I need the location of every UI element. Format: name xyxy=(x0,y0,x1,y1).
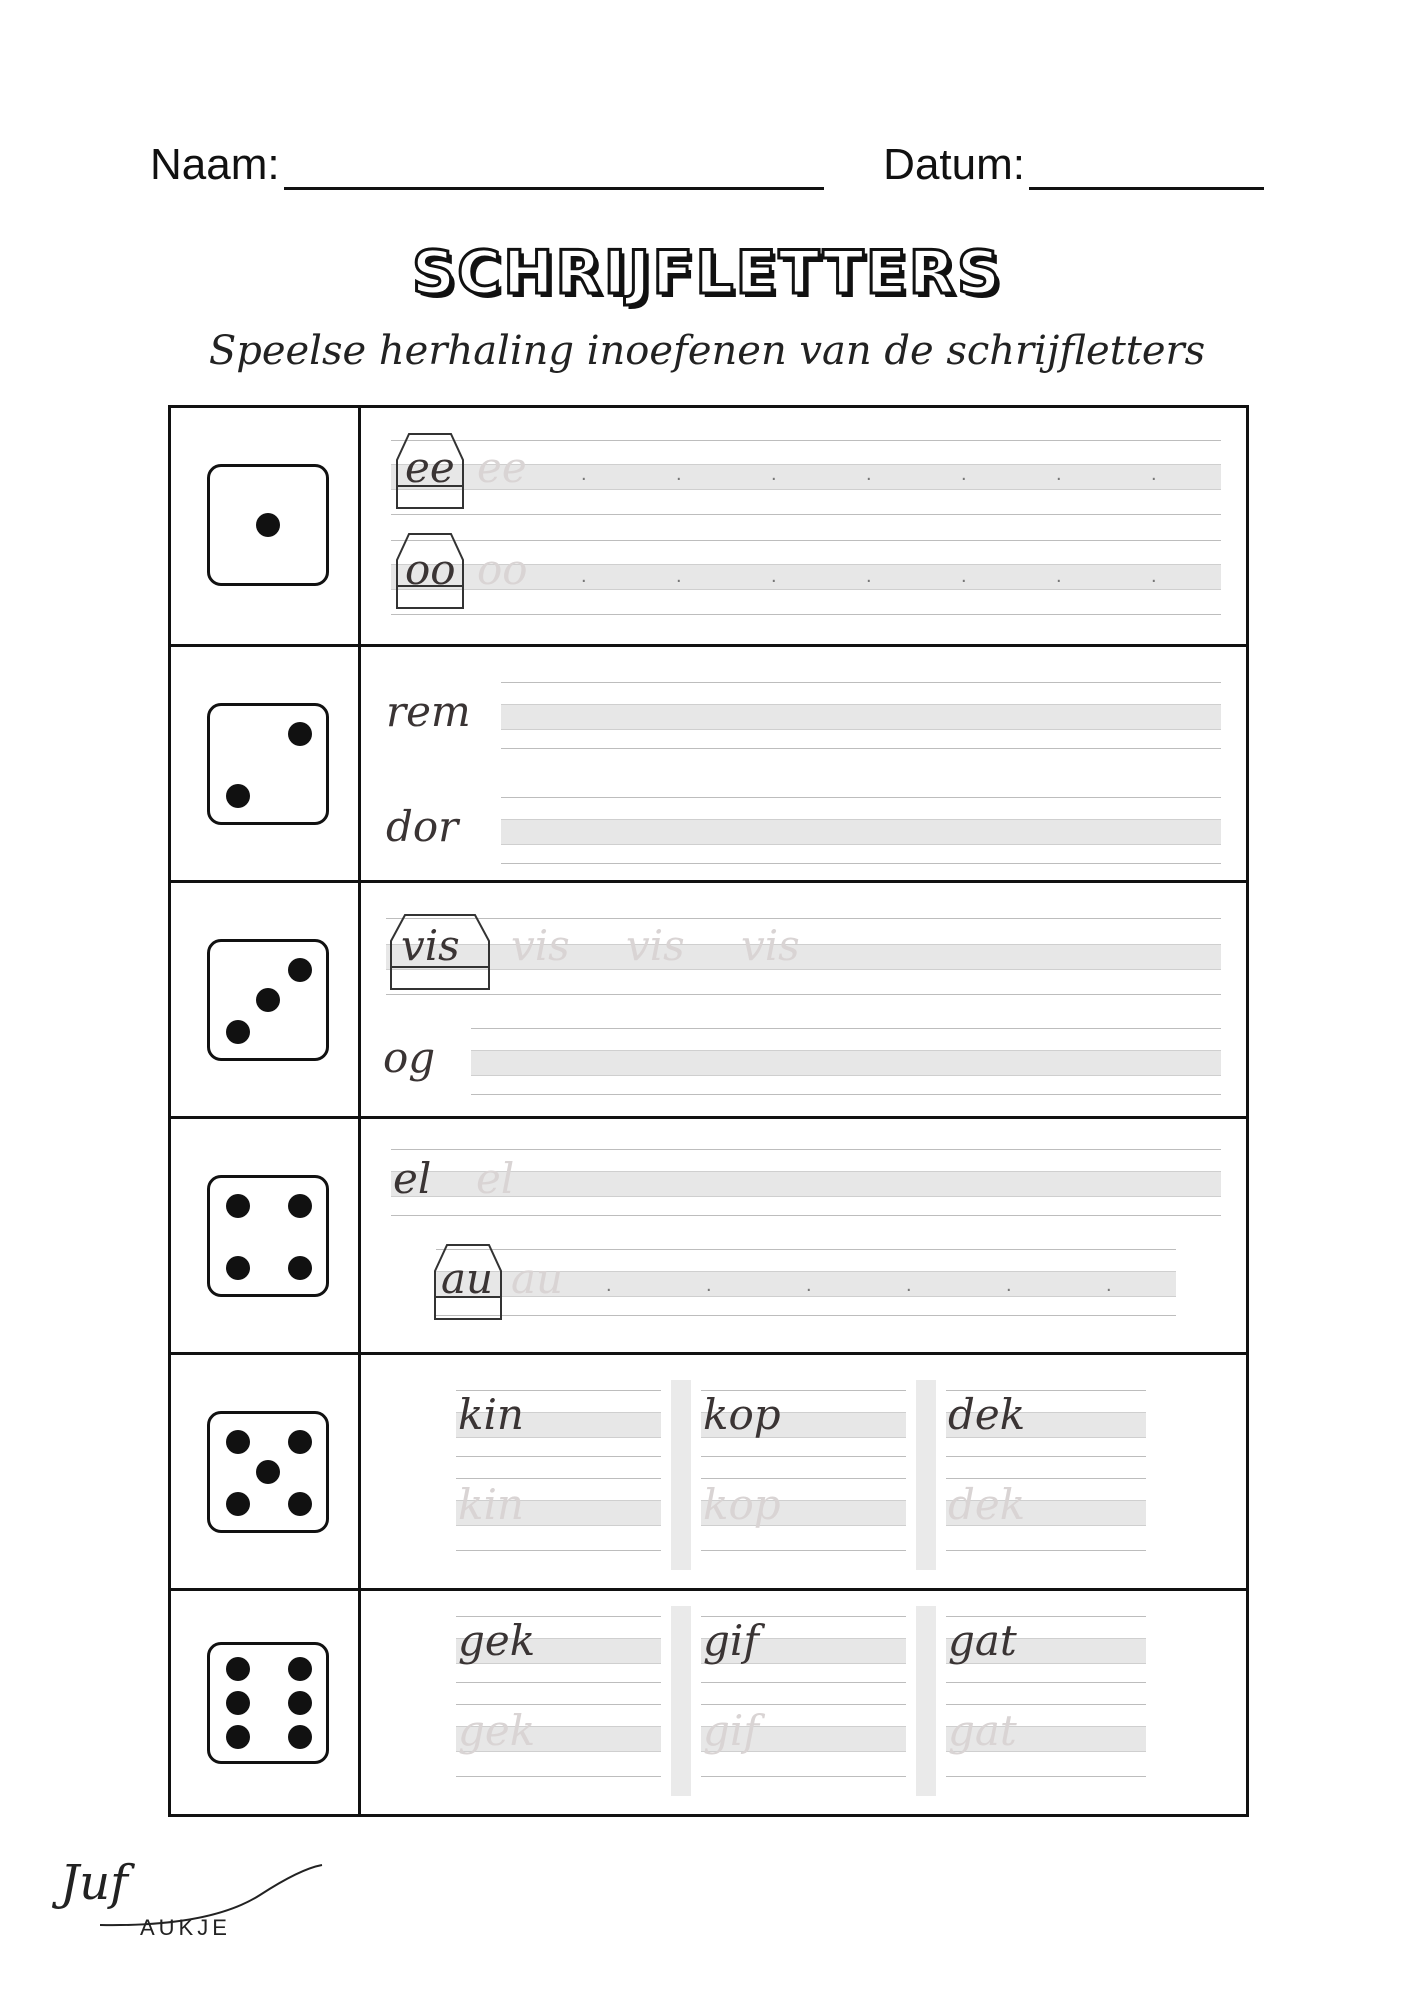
trace-word: vis xyxy=(741,921,800,970)
trace-word: gek xyxy=(458,1706,536,1755)
column-divider xyxy=(671,1606,691,1796)
model-word: vis xyxy=(401,921,460,970)
trace-word: dek xyxy=(948,1480,1026,1529)
die-one-icon xyxy=(207,464,329,586)
name-field xyxy=(150,140,824,190)
model-word: gat xyxy=(948,1616,1017,1665)
die-two-icon xyxy=(207,703,329,825)
model-word: ee xyxy=(405,443,455,492)
model-word: kin xyxy=(458,1390,524,1439)
logo-name-text: AUKJE xyxy=(140,1915,231,1940)
logo-script-text: Juf xyxy=(60,1855,128,1911)
die-cell xyxy=(171,1355,361,1591)
column-divider xyxy=(671,1380,691,1570)
brand-logo xyxy=(60,1855,340,1945)
model-word: gif xyxy=(703,1616,759,1665)
date-input-line[interactable] xyxy=(1029,147,1264,190)
page-title: SCHRIJFLETTERS xyxy=(411,238,1003,308)
exercise-row-1 xyxy=(171,408,1246,644)
die-cell xyxy=(171,883,361,1119)
page-subtitle: Speelse herhaling inoefenen van de schrijfletters xyxy=(208,328,1206,374)
die-cell xyxy=(171,1591,361,1817)
writing-area[interactable] xyxy=(361,883,1246,1119)
name-label: Naam: xyxy=(150,140,280,189)
date-label: Datum: xyxy=(883,140,1025,189)
trace-word: gif xyxy=(703,1706,759,1755)
writing-area[interactable] xyxy=(361,1591,1246,1817)
exercise-row-4 xyxy=(171,1116,1246,1355)
trace-word: vis xyxy=(511,921,570,970)
die-cell xyxy=(171,647,361,883)
writing-area[interactable]: ee ee . . . . . . . oo oo . . . . . . . xyxy=(361,408,1246,644)
writing-area[interactable]: el el au au . . . . . . xyxy=(361,1119,1246,1355)
trace-word: au xyxy=(511,1254,564,1303)
trace-word: vis xyxy=(626,921,685,970)
exercise-row-5 xyxy=(171,1352,1246,1591)
model-word: oo xyxy=(405,545,456,594)
date-field xyxy=(883,140,1264,190)
exercise-row-2 xyxy=(171,644,1246,883)
model-word: au xyxy=(441,1254,494,1303)
die-six-icon xyxy=(207,1642,329,1764)
model-word: kop xyxy=(703,1390,781,1439)
trace-word: gat xyxy=(948,1706,1017,1755)
die-five-icon xyxy=(207,1411,329,1533)
header xyxy=(150,140,1264,190)
die-cell xyxy=(171,408,361,644)
column-divider xyxy=(916,1606,936,1796)
die-cell xyxy=(171,1119,361,1355)
exercise-row-3 xyxy=(171,880,1246,1119)
model-word: gek xyxy=(458,1616,536,1665)
die-three-icon xyxy=(207,939,329,1061)
trace-word: kin xyxy=(458,1480,524,1529)
die-four-icon xyxy=(207,1175,329,1297)
trace-word: oo xyxy=(477,545,528,594)
model-word: dor xyxy=(386,802,459,851)
trace-word: ee xyxy=(477,443,527,492)
model-word: dek xyxy=(948,1390,1026,1439)
column-divider xyxy=(916,1380,936,1570)
writing-area[interactable] xyxy=(361,647,1246,883)
model-word: rem xyxy=(386,687,471,736)
name-input-line[interactable] xyxy=(284,147,824,190)
writing-area[interactable] xyxy=(361,1355,1246,1591)
trace-word: el xyxy=(476,1154,515,1203)
exercise-row-6 xyxy=(171,1588,1246,1817)
trace-word: kop xyxy=(703,1480,781,1529)
model-word: el xyxy=(393,1154,432,1203)
model-word: og xyxy=(383,1033,436,1082)
exercise-grid xyxy=(168,405,1249,1817)
